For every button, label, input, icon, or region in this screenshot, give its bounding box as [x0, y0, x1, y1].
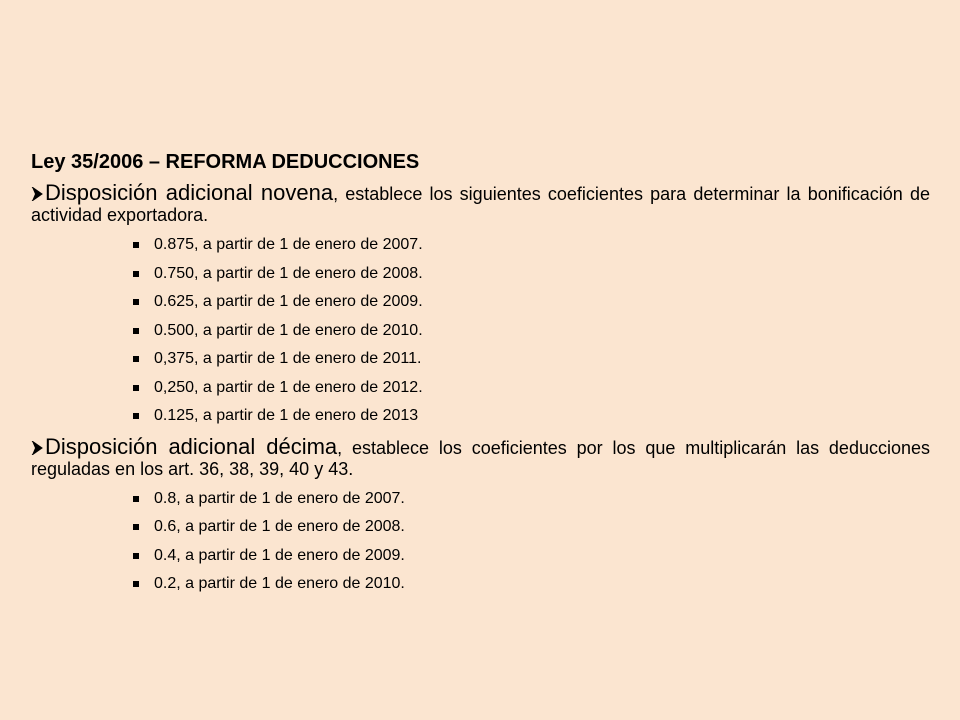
square-bullet-icon: [133, 524, 139, 530]
list-item: [31, 379, 930, 397]
section-decima: [31, 433, 930, 480]
list-item: [31, 547, 930, 565]
slide-title: Ley 35/2006 – REFORMA DEDUCCIONES: [31, 151, 420, 173]
list-item: [31, 407, 930, 425]
square-bullet-icon: [133, 413, 139, 419]
coefficient-list-novena: [31, 236, 930, 425]
slide-content: [31, 150, 930, 604]
square-bullet-icon: [133, 271, 139, 277]
square-bullet-icon: [133, 385, 139, 391]
list-item: [31, 575, 930, 593]
square-bullet-icon: [133, 328, 139, 334]
square-bullet-icon: [133, 581, 139, 587]
list-item-text: 0.500, a partir de 1 de enero de 2010.: [154, 321, 423, 339]
section-text: , establece los siguientes coeficientes para determinar la bonificación de actividad exportadora.: [31, 184, 931, 225]
section-heading: Disposición adicional décima: [45, 433, 338, 459]
list-item: [31, 350, 930, 368]
list-item: [31, 293, 930, 311]
square-bullet-icon: [133, 299, 139, 305]
list-item-text: 0.4, a partir de 1 de enero de 2009.: [154, 546, 405, 564]
list-item-text: 0.750, a partir de 1 de enero de 2008.: [154, 264, 423, 282]
list-item-text: 0.6, a partir de 1 de enero de 2008.: [154, 518, 405, 535]
square-bullet-icon: [133, 553, 139, 559]
square-bullet-icon: [133, 356, 139, 362]
list-item-text: 0.8, a partir de 1 de enero de 2007.: [154, 489, 405, 507]
arrowhead-bullet-icon: [31, 187, 43, 201]
list-item: [31, 322, 930, 340]
list-item-text: 0,375, a partir de 1 de enero de 2011.: [154, 350, 422, 367]
list-item-text: 0.2, a partir de 1 de enero de 2010.: [154, 575, 405, 592]
section-text: , establece los coeficientes por los que multiplicarán las deducciones reguladas en los art. 36, 38, 39, 40 y 43.: [31, 437, 930, 479]
arrowhead-bullet-icon: [31, 441, 43, 455]
list-item: [31, 236, 930, 254]
square-bullet-icon: [133, 242, 139, 248]
section-heading: Disposición adicional novena: [45, 180, 334, 205]
list-item: [31, 265, 930, 283]
list-item: [31, 518, 930, 536]
list-item-text: 0,250, a partir de 1 de enero de 2012.: [154, 378, 423, 396]
section-novena: [31, 182, 930, 226]
list-item-text: 0.625, a partir de 1 de enero de 2009.: [154, 293, 423, 310]
list-item-text: 0.125, a partir de 1 de enero de 2013: [154, 407, 419, 424]
list-item-text: 0.875, a partir de 1 de enero de 2007.: [154, 236, 423, 253]
square-bullet-icon: [133, 496, 139, 502]
list-item: [31, 490, 930, 508]
coefficient-list-decima: [31, 490, 930, 594]
